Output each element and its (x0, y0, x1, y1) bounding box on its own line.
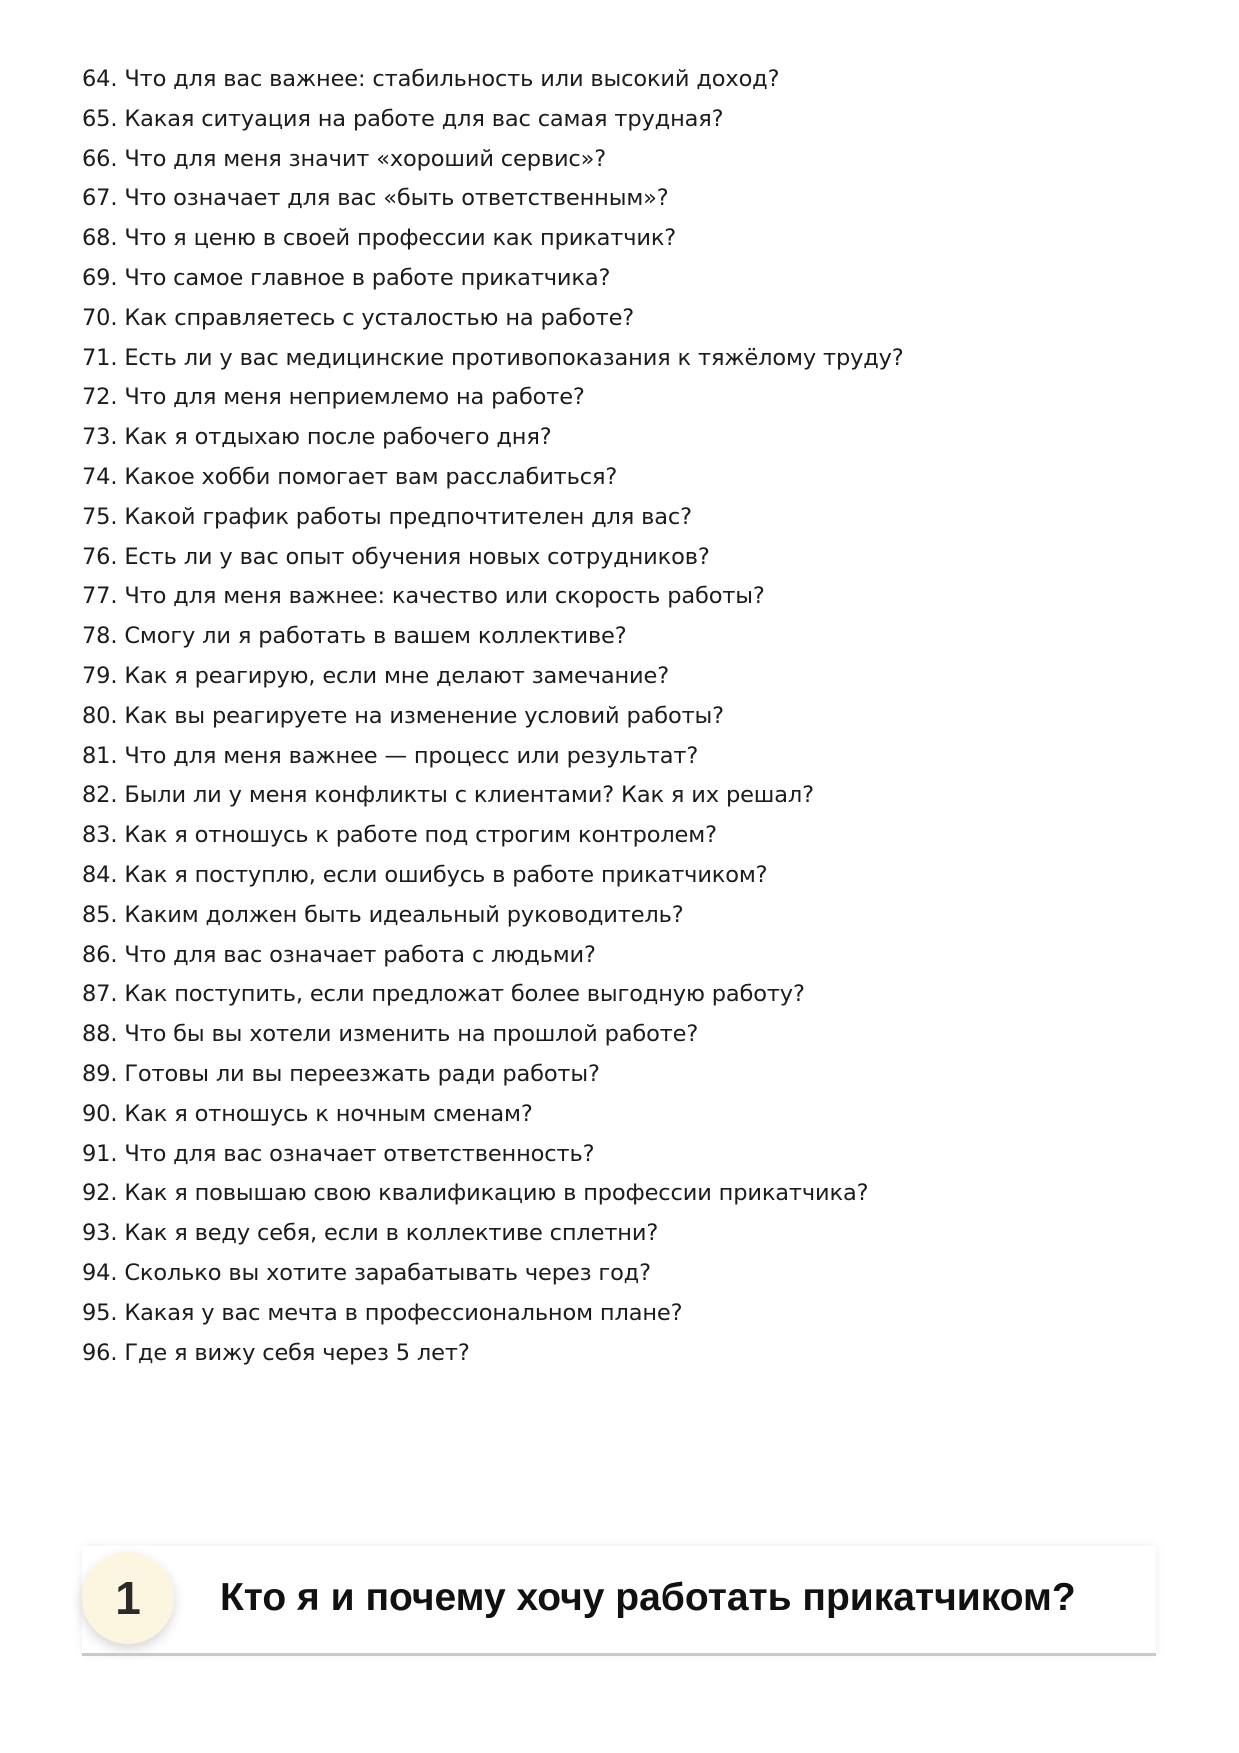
question-item: 80. Как вы реагируете на изменение условий работы? (82, 702, 724, 729)
question-item: 66. Что для меня значит «хороший сервис»? (82, 145, 607, 172)
question-item: 88. Что бы вы хотели изменить на прошлой работе? (82, 1021, 699, 1048)
question-item: 86. Что для вас означает работа с людьми? (82, 941, 596, 968)
section-title: Кто я и почему хочу работать прикатчиком? (220, 1576, 1076, 1619)
question-item: 81. Что для меня важнее — процесс или результат? (82, 742, 699, 769)
question-item: 85. Каким должен быть идеальный руководитель? (82, 901, 684, 928)
question-item: 69. Что самое главное в работе прикатчика? (82, 264, 611, 291)
question-list (82, 60, 1142, 1373)
question-item: 83. Как я отношусь к работе под строгим контролем? (82, 822, 717, 849)
question-item: 91. Что для вас означает ответственность? (82, 1140, 595, 1167)
question-item: 96. Где я вижу себя через 5 лет? (82, 1339, 470, 1366)
question-item: 93. Как я веду себя, если в коллективе сплетни? (82, 1220, 659, 1247)
question-item: 79. Как я реагирую, если мне делают замечание? (82, 662, 670, 689)
question-item: 92. Как я повышаю свою квалификацию в профессии прикатчика? (82, 1180, 869, 1207)
section-number-badge: 1 (82, 1552, 174, 1644)
question-item: 77. Что для меня важнее: качество или скорость работы? (82, 583, 765, 610)
question-item: 67. Что означает для вас «быть ответственным»? (82, 185, 669, 212)
question-item: 84. Как я поступлю, если ошибусь в работе прикатчиком? (82, 861, 768, 888)
question-item: 76. Есть ли у вас опыт обучения новых сотрудников? (82, 543, 710, 570)
question-item: 71. Есть ли у вас медицинские противопоказания к тяжёлому труду? (82, 344, 904, 371)
question-item: 90. Как я отношусь к ночным сменам? (82, 1100, 533, 1127)
question-item: 74. Какое хобби помогает вам расслабиться? (82, 463, 618, 490)
question-item: 68. Что я ценю в своей профессии как прикатчик? (82, 225, 677, 252)
question-item: 89. Готовы ли вы переезжать ради работы? (82, 1060, 600, 1087)
section-divider (82, 1653, 1156, 1656)
question-item: 87. Как поступить, если предложат более выгодную работу? (82, 981, 805, 1008)
question-item: 70. Как справляетесь с усталостью на работе? (82, 304, 635, 331)
question-item: 75. Какой график работы предпочтителен для вас? (82, 503, 692, 530)
question-item: 82. Были ли у меня конфликты с клиентами? Как я их решал? (82, 782, 814, 809)
question-item: 64. Что для вас важнее: стабильность или высокий доход? (82, 66, 780, 92)
question-item: 95. Какая у вас мечта в профессиональном плане? (82, 1299, 683, 1326)
section-header (82, 1546, 1156, 1654)
question-item: 72. Что для меня неприемлемо на работе? (82, 384, 585, 411)
question-item: 78. Смогу ли я работать в вашем коллективе? (82, 623, 627, 650)
question-item: 65. Какая ситуация на работе для вас самая трудная? (82, 105, 724, 132)
question-item: 94. Сколько вы хотите зарабатывать через год? (82, 1259, 651, 1286)
question-item: 73. Как я отдыхаю после рабочего дня? (82, 424, 552, 451)
